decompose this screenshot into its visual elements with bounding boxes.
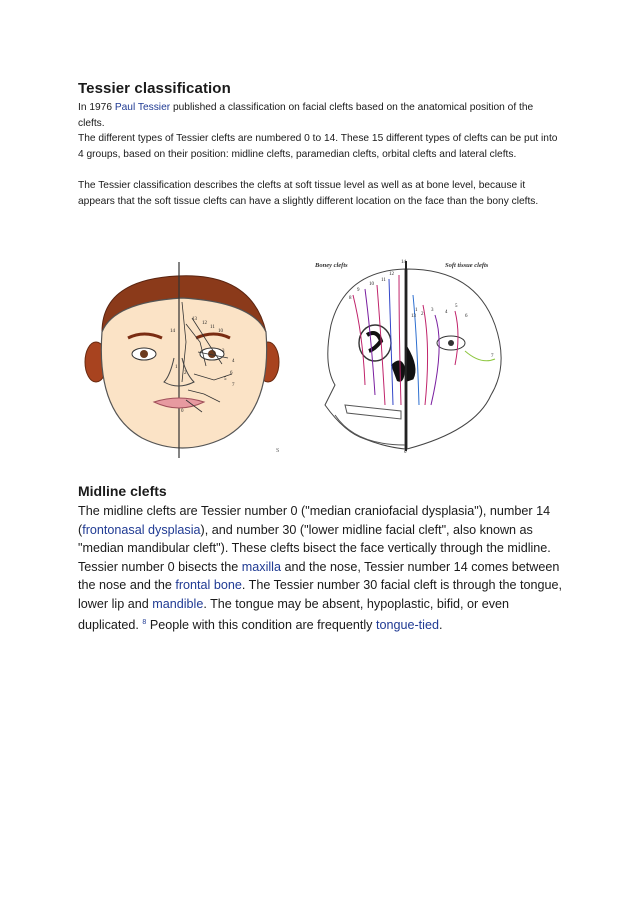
left-label-12: 0 [181, 409, 184, 414]
right-label-11: 3 [431, 308, 434, 313]
left-label-9: 5 [224, 377, 227, 382]
right-label-7: 7 [491, 354, 494, 359]
right-label-8: 6 [465, 314, 468, 319]
left-label-6: 2 [184, 371, 187, 376]
figure-mark: S [276, 448, 280, 454]
right-label-2: 12 [389, 272, 394, 277]
midline-text-4: . The Tessier number 30 facial cleft is through the tongue, lower lip and [78, 578, 563, 611]
right-label-10: 4 [445, 310, 448, 315]
link-frontonasal-dysplasia[interactable]: frontonasal dysplasia [82, 522, 201, 537]
paragraph-midline [78, 502, 570, 634]
paragraph-intro [78, 100, 558, 131]
right-label-6: 8 [349, 296, 352, 301]
midline-text-3: and the nose, Tessier number 14 comes between the nose and the [78, 559, 560, 593]
right-label-13: 1 [415, 308, 418, 313]
soft-tissue-title: Soft tissue clefts [445, 262, 489, 269]
intro-text-after: published a classification on facial clefts based on the anatomical position of the clefts. [78, 102, 534, 129]
left-label-3: 11 [210, 325, 215, 330]
left-label-0: 14 [170, 329, 175, 334]
reference-marker[interactable]: 8 [142, 618, 147, 626]
right-label-5: 9 [357, 288, 360, 293]
right-label-3: 11 [381, 278, 386, 283]
link-maxilla[interactable]: maxilla [241, 559, 281, 574]
right-label-9: 5 [455, 304, 458, 309]
paragraph-levels: The Tessier classification describes the clefts at soft tissue level as well as at bone level, because it appears that the soft tissue clefts can have a slightly different location on the face than the bony clefts. [78, 180, 539, 207]
midline-text-1: The midline clefts are Tessier number 0 ("median craniofacial dysplasia"), number 14 ( [78, 504, 551, 537]
right-label-12: 2 [421, 312, 424, 317]
left-label-10: 6 [230, 371, 233, 376]
skull-diagram-figure [305, 255, 520, 455]
right-label-0: 14 [401, 260, 406, 265]
midline-text-6: People with this condition are frequently [146, 617, 376, 632]
skull-outline [325, 269, 405, 449]
link-mandible[interactable]: mandible [152, 596, 204, 611]
right-label-4: 10 [369, 282, 374, 287]
left-label-11: 7 [232, 383, 235, 388]
section-title-midline: Midline clefts [78, 483, 167, 499]
left-label-1: 13 [192, 317, 197, 322]
face-diagram-figure [82, 262, 292, 458]
link-frontal-bone[interactable]: frontal bone [175, 578, 242, 593]
midline-text-7: . [438, 617, 443, 632]
link-paul-tessier[interactable]: Paul Tessier [114, 102, 171, 113]
left-label-7: 3 [222, 349, 225, 354]
link-tongue-tied[interactable]: tongue-tied [375, 617, 439, 632]
left-label-5: 1 [175, 365, 178, 370]
section-title-tessier: Tessier classification [78, 80, 231, 97]
midline-text-2: ), and number 30 ("lower midline facial cleft", also known as "median mandibular cleft"). These clefts bisect the face vertically through the midline. Tessier number 0 bisects the [78, 522, 551, 574]
soft-face-outline [407, 269, 501, 449]
midline-text-5: . The tongue may be absent, hypoplastic, bifid, or even duplicated. [78, 596, 510, 632]
paragraph-types: The different types of Tessier clefts are numbered 0 to 14. These 15 different types of clefts can be put into 4 groups, based on their position: midline clefts, paramedian clefts, orbital clefts and lateral clefts. [78, 133, 558, 160]
intro-text-before: In 1976 [78, 102, 115, 113]
right-label-1: 13 [411, 314, 416, 319]
boney-clefts-title: Boney clefts [315, 262, 348, 269]
left-label-2: 12 [202, 321, 207, 326]
orbit [359, 325, 391, 361]
right-label-14: 0 [404, 450, 407, 455]
left-label-4: 10 [218, 329, 223, 334]
left-label-8: 4 [232, 359, 235, 364]
